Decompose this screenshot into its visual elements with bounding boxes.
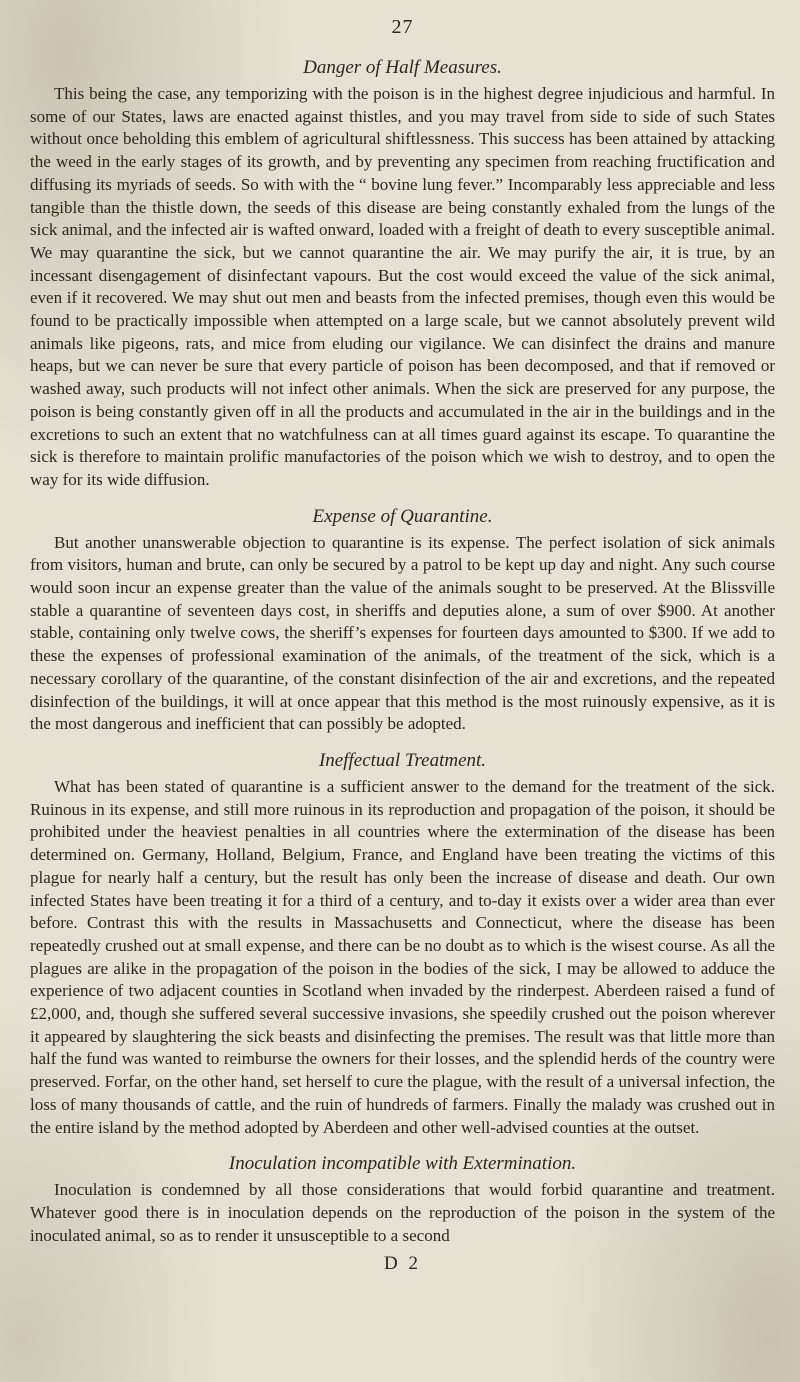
paragraph-expense-of-quarantine: But another unanswerable objection to quarantine is its expense. The perfect isolation of sick animals from visitors, human and brute, can only be secured by a patrol to be kept up day and night. Any such course would soon incur an expense greater than the value of the animals sought to be preserved. At the Blissville stable a quarantine of seventeen days cost, in sheriffs and deputies alone, a sum of over $900. At another stable, containing only twelve cows, the sheriff’s expenses for fourteen days amounted to $300. If we add to these the expenses of professional examination of the animals, of the treatment of the sick, which is a necessary corollary of the quarantine, of the constant disinfection of the air and excretions, and the repeated disinfection of the buildings, it will at once appear that this method is the most ruinously expensive, as it is the most dangerous and inefficient that can possibly be adopted. [30,532,775,734]
heading-danger-of-half-measures: Danger of Half Measures. [303,57,502,78]
heading-expense-of-quarantine: Expense of Quarantine. [312,505,493,527]
page-number: 27 [391,16,414,38]
heading-inoculation: Inoculation incompatible with Extermination. [228,1153,577,1175]
page-content [30,16,775,1275]
heading-ineffectual-treatment: Ineffectual Treatment. [318,749,487,771]
signature-mark: D 2 [384,1253,421,1275]
paragraph-ineffectual-treatment: What has been stated of quarantine is a sufficient answer to the demand for the treatment of the sick. Ruinous in its expense, and still more ruinous in its reproduction and propagation of the poison, it should be prohibited under the heaviest penalties in all countries where the extermination of the disease has been determined on. Germany, Holland, Belgium, France, and England have been treating the victims of this plague for nearly half a century, but the result has only been the increase of disease and death. Our own infected States have been treating it for a third of a century, and to-day it exists over a wider area than ever before. Contrast this with the results in Massachusetts and Connecticut, where the disease has been repeatedly crushed out at small expense, and there can be no doubt as to which is the wisest course. As all the plagues are alike in the propagation of the poison in the bodies of the sick, I may be allowed to adduce the experience of two adjacent counties in Scotland when invaded by the rinderpest. Aberdeen raised a fund of £2,000, and, though she suffered several successive invasions, she speedily crushed out the poison wherever it appeared by slaughtering the sick beasts and disinfecting the premises. The result was that little more than half the fund was wanted to reimburse the owners for their losses, and the splendid herds of the country were preserved. Forfar, on the other hand, set herself to cure the plague, with the result of a universal infection, the loss of many thousands of cattle, and the ruin of hundreds of farmers. Finally the malady was crushed out in the entire island by the method adopted by Aberdeen and other well-advised counties at the outset. [30,776,775,1137]
paragraph-inoculation: Inoculation is condemned by all those considerations that would forbid quarantine and treatment. Whatever good there is in inoculation depends on the reproduction of the poison in the system of the inoculated animal, so as to render it unsusceptible to a second [30,1180,775,1245]
paragraph-danger-of-half-measures: This being the case, any temporizing with the poison is in the highest degree injudicious and harmful. In some of our States, laws are enacted against thistles, and you may travel from side to side of such States without once beholding this emblem of agricultural shiftlessness. This success has been attained by attacking the weed in the early stages of its growth, and by preventing any specimen from reaching fructification and diffusing its myriads of seeds. So with with the “ bovine lung fever.” Incomparably less appreciable and less tangible than the thistle down, the seeds of this disease are being constantly exhaled from the lungs of the sick animal, and the infected air is wafted onward, loaded with a freight of death to every susceptible animal. We may quarantine the sick, but we cannot quarantine the air. We may purify the air, it is true, by an incessant disengagement of disinfectant vapours. But the cost would exceed the value of the sick animal, even if it recovered. We may shut out men and beasts from the infected premises, though even this would be found to be practically impossible when attempted on a large scale, but we cannot absolutely prevent wild animals like pigeons, rats, and mice from eluding our vigilance. We can disinfect the drains and manure heaps, but we can never be sure that every particle of poison has been decomposed, and that if removed or washed away, such products will not infect other animals. When the sick are preserved for any purpose, the poison is being constantly given off in all the products and accumulated in the air in the buildings and in the excretions to such an extent that no watchfulness can at all times guard against its escape. To quarantine the sick is therefore to maintain prolific manufactories of the poison which we wish to destroy, and to open the way for its wide diffusion. [30,84,775,489]
